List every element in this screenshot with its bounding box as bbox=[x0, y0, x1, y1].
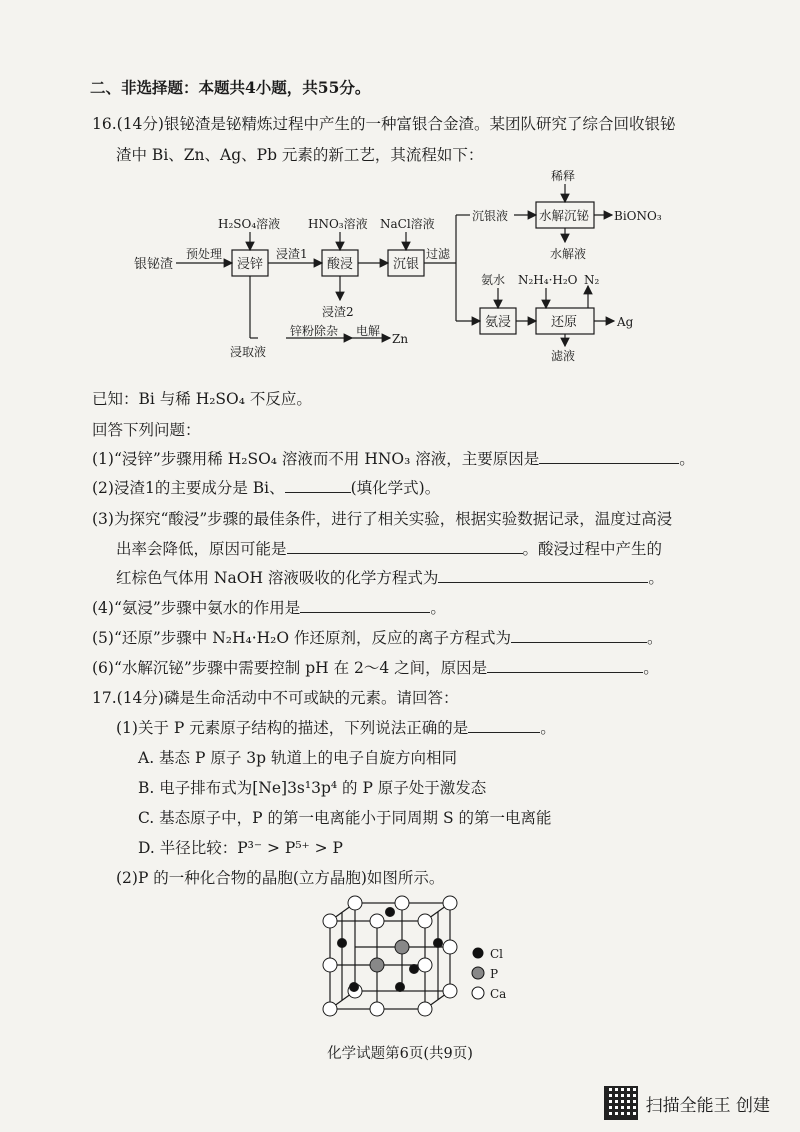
crystal-cell-figure bbox=[310, 895, 540, 1025]
legend-p: P bbox=[490, 967, 499, 981]
q16-part4-end: 。 bbox=[430, 599, 446, 617]
flow-box-zinc-label: 浸锌 bbox=[237, 257, 264, 272]
ca-atom bbox=[348, 896, 362, 910]
flow-label-silver-liquid: 沉银液 bbox=[472, 209, 509, 223]
q16-part6 bbox=[92, 656, 659, 678]
flow-box-ammonia-label: 氨浸 bbox=[485, 315, 512, 330]
q16-part6-end: 。 bbox=[643, 659, 659, 677]
ca-atom bbox=[418, 958, 432, 972]
q16-part3-blank1[interactable] bbox=[287, 539, 523, 554]
flow-reagent-ammonia: 氨水 bbox=[481, 273, 506, 287]
flow-label-filter: 过滤 bbox=[426, 247, 451, 261]
flow-label-zn: Zn bbox=[392, 332, 409, 346]
cl-atom bbox=[434, 939, 443, 948]
section-header: 二、非选择题：本题共4小题，共55分。 bbox=[90, 78, 371, 97]
q16-part5-text: (5)“还原”步骤中 N₂H₄·H₂O 作还原剂，反应的离子方程式为 bbox=[92, 629, 512, 647]
q16-part3-blank2[interactable] bbox=[438, 568, 648, 583]
p-atom bbox=[395, 940, 409, 954]
q16-part4-blank[interactable] bbox=[300, 598, 430, 613]
flow-label-bionio3: BiONO₃ bbox=[614, 209, 662, 223]
q16-part6-blank[interactable] bbox=[487, 658, 643, 673]
p-atom bbox=[370, 958, 384, 972]
flow-reagent-nacl: NaCl溶液 bbox=[380, 217, 435, 231]
q17-intro: 17.(14分)磷是生命活动中不可或缺的元素。请回答： bbox=[92, 689, 459, 707]
cell-atoms bbox=[323, 896, 457, 1016]
flow-reagent-hno3: HNO₃溶液 bbox=[308, 217, 368, 231]
q16-part3-line3 bbox=[116, 566, 664, 588]
q17-part1-text: (1)关于 P 元素原子结构的描述，下列说法正确的是 bbox=[116, 719, 469, 737]
legend-cl: Cl bbox=[490, 947, 504, 961]
q16-answer-prompt: 回答下列问题： bbox=[92, 421, 201, 439]
ca-atom bbox=[370, 1002, 384, 1016]
q16-part1-blank[interactable] bbox=[539, 449, 679, 464]
q16-part2 bbox=[92, 476, 440, 498]
q16-part1-end: 。 bbox=[679, 450, 695, 468]
q16-part2-text: (2)浸渣1的主要成分是 Bi、 bbox=[92, 479, 285, 497]
q17-option-d: D. 半径比较：P³⁻ > P⁵⁺ > P bbox=[138, 839, 343, 857]
qr-code-icon bbox=[604, 1086, 638, 1120]
flow-label-hydrolysis-liquid: 水解液 bbox=[550, 247, 587, 261]
ca-atom bbox=[443, 896, 457, 910]
q17-option-b: B. 电子排布式为[Ne]3s¹3p⁴ 的 P 原子处于激发态 bbox=[138, 779, 487, 797]
legend-ca: Ca bbox=[490, 987, 507, 1001]
scanner-watermark bbox=[604, 1086, 770, 1120]
flow-pretreat: 预处理 bbox=[186, 247, 223, 261]
flow-reagent-n2h4: N₂H₄·H₂O bbox=[518, 273, 578, 287]
cl-atom bbox=[386, 908, 395, 917]
flow-label-leachate: 浸取液 bbox=[230, 345, 267, 359]
ca-atom bbox=[395, 896, 409, 910]
q17-part1 bbox=[116, 716, 556, 738]
process-flow-diagram bbox=[134, 160, 700, 370]
ca-atom bbox=[443, 940, 457, 954]
flow-box-hydrolysis-label: 水解沉铋 bbox=[539, 208, 590, 223]
q16-part1 bbox=[92, 447, 695, 469]
q16-intro-line2: 渣中 Bi、Zn、Ag、Pb 元素的新工艺，其流程如下： bbox=[116, 146, 484, 164]
flow-start: 银铋渣 bbox=[134, 257, 174, 272]
q17-part2: (2)P 的一种化合物的晶胞(立方晶胞)如图所示。 bbox=[116, 869, 445, 887]
flow-label-residue1: 浸渣1 bbox=[276, 247, 308, 261]
flow-label-n2: N₂ bbox=[584, 273, 600, 287]
q16-part3-text2: 红棕色气体用 NaOH 溶液吸收的化学方程式为 bbox=[116, 569, 439, 587]
cl-atom bbox=[396, 983, 405, 992]
q16-part5 bbox=[92, 626, 663, 648]
q16-part4 bbox=[92, 596, 446, 618]
flow-reagent-h2so4: H₂SO₄溶液 bbox=[218, 217, 281, 231]
flow-box-silver-label: 沉银 bbox=[393, 257, 420, 272]
flow-label-filtrate: 滤液 bbox=[551, 349, 576, 363]
legend bbox=[472, 947, 506, 1001]
q17-option-a: A. 基态 P 原子 3p 轨道上的电子自旋方向相同 bbox=[138, 749, 457, 767]
flow-reagent-dilute: 稀释 bbox=[551, 169, 576, 183]
watermark-text: 扫描全能王 创建 bbox=[645, 1095, 770, 1116]
q16-part3-text: 出率会降低，原因可能是 bbox=[116, 540, 287, 558]
q17-part1-end: 。 bbox=[540, 719, 556, 737]
q16-part3-end: 。 bbox=[648, 569, 664, 587]
q16-part4-text: (4)“氨浸”步骤中氨水的作用是 bbox=[92, 599, 301, 617]
q16-part6-text: (6)“水解沉铋”步骤中需要控制 pH 在 2～4 之间，原因是 bbox=[92, 659, 488, 677]
flow-label-residue2: 浸渣2 bbox=[322, 305, 354, 319]
ca-atom bbox=[323, 1002, 337, 1016]
q16-part2-end: (填化学式)。 bbox=[350, 479, 441, 497]
flow-label-zinc-powder: 锌粉除杂 bbox=[290, 324, 339, 338]
cl-atom bbox=[338, 939, 347, 948]
ca-atom bbox=[323, 914, 337, 928]
q16-part2-blank[interactable] bbox=[285, 478, 351, 493]
q16-part3-line2 bbox=[116, 537, 662, 559]
ca-atom bbox=[418, 1002, 432, 1016]
ca-atom bbox=[443, 984, 457, 998]
flow-label-electrolysis: 电解 bbox=[356, 324, 381, 338]
q16-part3-mid: 。酸浸过程中产生的 bbox=[522, 540, 663, 558]
q16-intro-line1: 16.(14分)银铋渣是铋精炼过程中产生的一种富银合金渣。某团队研究了综合回收银铋 bbox=[92, 115, 676, 133]
ca-atom bbox=[370, 914, 384, 928]
flow-box-reduce-label: 还原 bbox=[551, 315, 578, 330]
q16-known: 已知：Bi 与稀 H₂SO₄ 不反应。 bbox=[92, 390, 312, 408]
page-footer: 化学试题第6页(共9页) bbox=[327, 1046, 473, 1062]
flow-label-ag: Ag bbox=[617, 315, 634, 329]
q17-part1-blank[interactable] bbox=[468, 718, 540, 733]
q16-part5-end: 。 bbox=[647, 629, 663, 647]
cl-atom bbox=[410, 965, 419, 974]
cl-atom bbox=[350, 983, 359, 992]
ca-atom bbox=[323, 958, 337, 972]
flow-box-acid-label: 酸浸 bbox=[327, 257, 354, 272]
q16-part3-line1: (3)为探究“酸浸”步骤的最佳条件，进行了相关实验，根据实验数据记录，温度过高浸 bbox=[92, 510, 673, 528]
q17-option-c: C. 基态原子中，P 的第一电离能小于同周期 S 的第一电离能 bbox=[138, 809, 552, 827]
q16-part5-blank[interactable] bbox=[511, 628, 647, 643]
ca-atom bbox=[418, 914, 432, 928]
q16-part1-text: (1)“浸锌”步骤用稀 H₂SO₄ 溶液而不用 HNO₃ 溶液，主要原因是 bbox=[92, 450, 540, 468]
